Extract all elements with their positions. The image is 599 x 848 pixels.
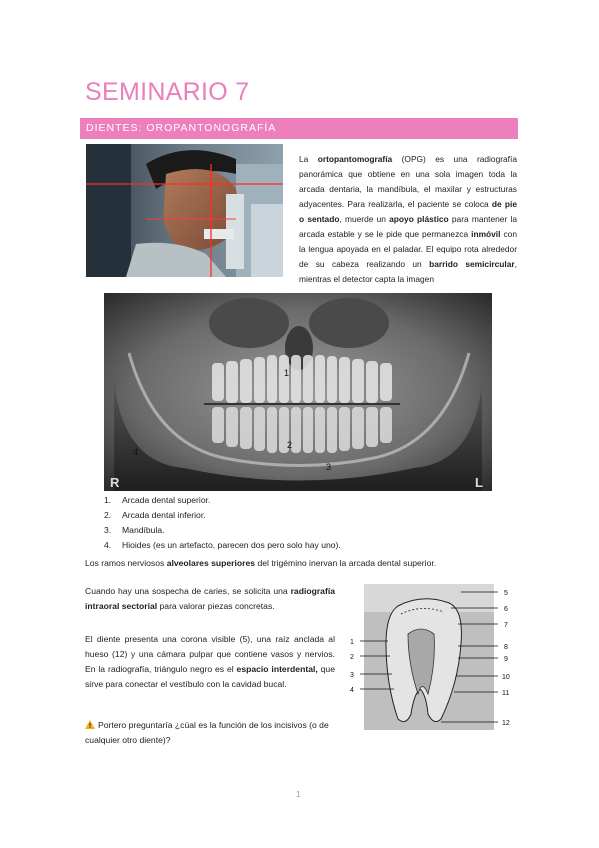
warning-icon — [85, 720, 95, 729]
tooth-label-8: 8 — [504, 644, 508, 651]
tooth-label-2: 2 — [350, 654, 354, 661]
tooth-label-6: 6 — [504, 606, 508, 613]
tooth-label-1: 1 — [350, 639, 354, 646]
tooth-radiograph-diagram — [346, 584, 518, 734]
tooth-label-4: 4 — [350, 687, 354, 694]
intro-paragraph: La ortopantomografía (OPG) es una radiografía panorámica que obtiene en una sola imagen toda la arcada dentaria, la mandíbula, el maxilar y estructuras adyacentes. Para realizarla, el paciente se coloca de pie o sentado, muerde un apoyo plástico para mantener la arcada estable y se le pide que permanezca inmóvil con la lengua apoyada en el paladar. El equipo rota alrededor de su cabeza realizando un barrido semicircular, mientras el detector capta la imagen — [299, 154, 517, 284]
list-item: 4. Hioides (es un artefacto, parecen dos pero solo hay uno). — [104, 540, 341, 550]
page-title: SEMINARIO 7 — [85, 78, 250, 106]
caries-paragraph: Cuando hay una sospecha de caries, se solicita una radiografía intraoral sectorial para valorar piezas concretas. — [85, 586, 335, 611]
tooth-label-9: 9 — [504, 656, 508, 663]
list-item: 1. Arcada dental superior. — [104, 495, 211, 505]
question-paragraph: Portero preguntaría ¿cúal es la función de los incisivos (o de cualquier otro diente)? — [85, 720, 329, 745]
xray-label-2: 2 — [287, 440, 293, 450]
xray-label-1: 1 — [284, 368, 290, 378]
tooth-label-5: 5 — [504, 590, 508, 597]
tooth-label-3: 3 — [350, 672, 354, 679]
xray-label-4: 4 — [133, 447, 139, 457]
section-heading: DIENTES: OROPANTONOGRAFÍA — [80, 118, 518, 139]
tooth-label-10: 10 — [502, 674, 510, 681]
numbered-list — [104, 493, 341, 553]
list-item: 3. Mandíbula. — [104, 525, 165, 535]
panoramic-radiograph — [104, 293, 492, 491]
page-number: 1 — [296, 790, 301, 799]
tooth-label-7: 7 — [504, 622, 508, 629]
xray-side-r: R — [110, 475, 120, 490]
xray-side-l: L — [475, 475, 483, 490]
tooth-label-11: 11 — [502, 690, 510, 697]
tooth-label-12: 12 — [502, 720, 510, 727]
list-item: 2. Arcada dental inferior. — [104, 510, 206, 520]
tooth-structure-paragraph: El diente presenta una corona visible (5), una raíz anclada al hueso (12) y una cámara pulpar que contiene vasos y nervios. En la radiografía, triángulo negro es el espacio interdental, que sirve para conectar el vestíbulo con la cavidad bucal. — [85, 634, 335, 689]
patient-photo — [86, 144, 283, 277]
xray-label-3: 3 — [326, 462, 332, 472]
nerve-paragraph: Los ramos nerviosos alveolares superiores del trigémino inervan la arcada dental superior. — [85, 558, 437, 568]
